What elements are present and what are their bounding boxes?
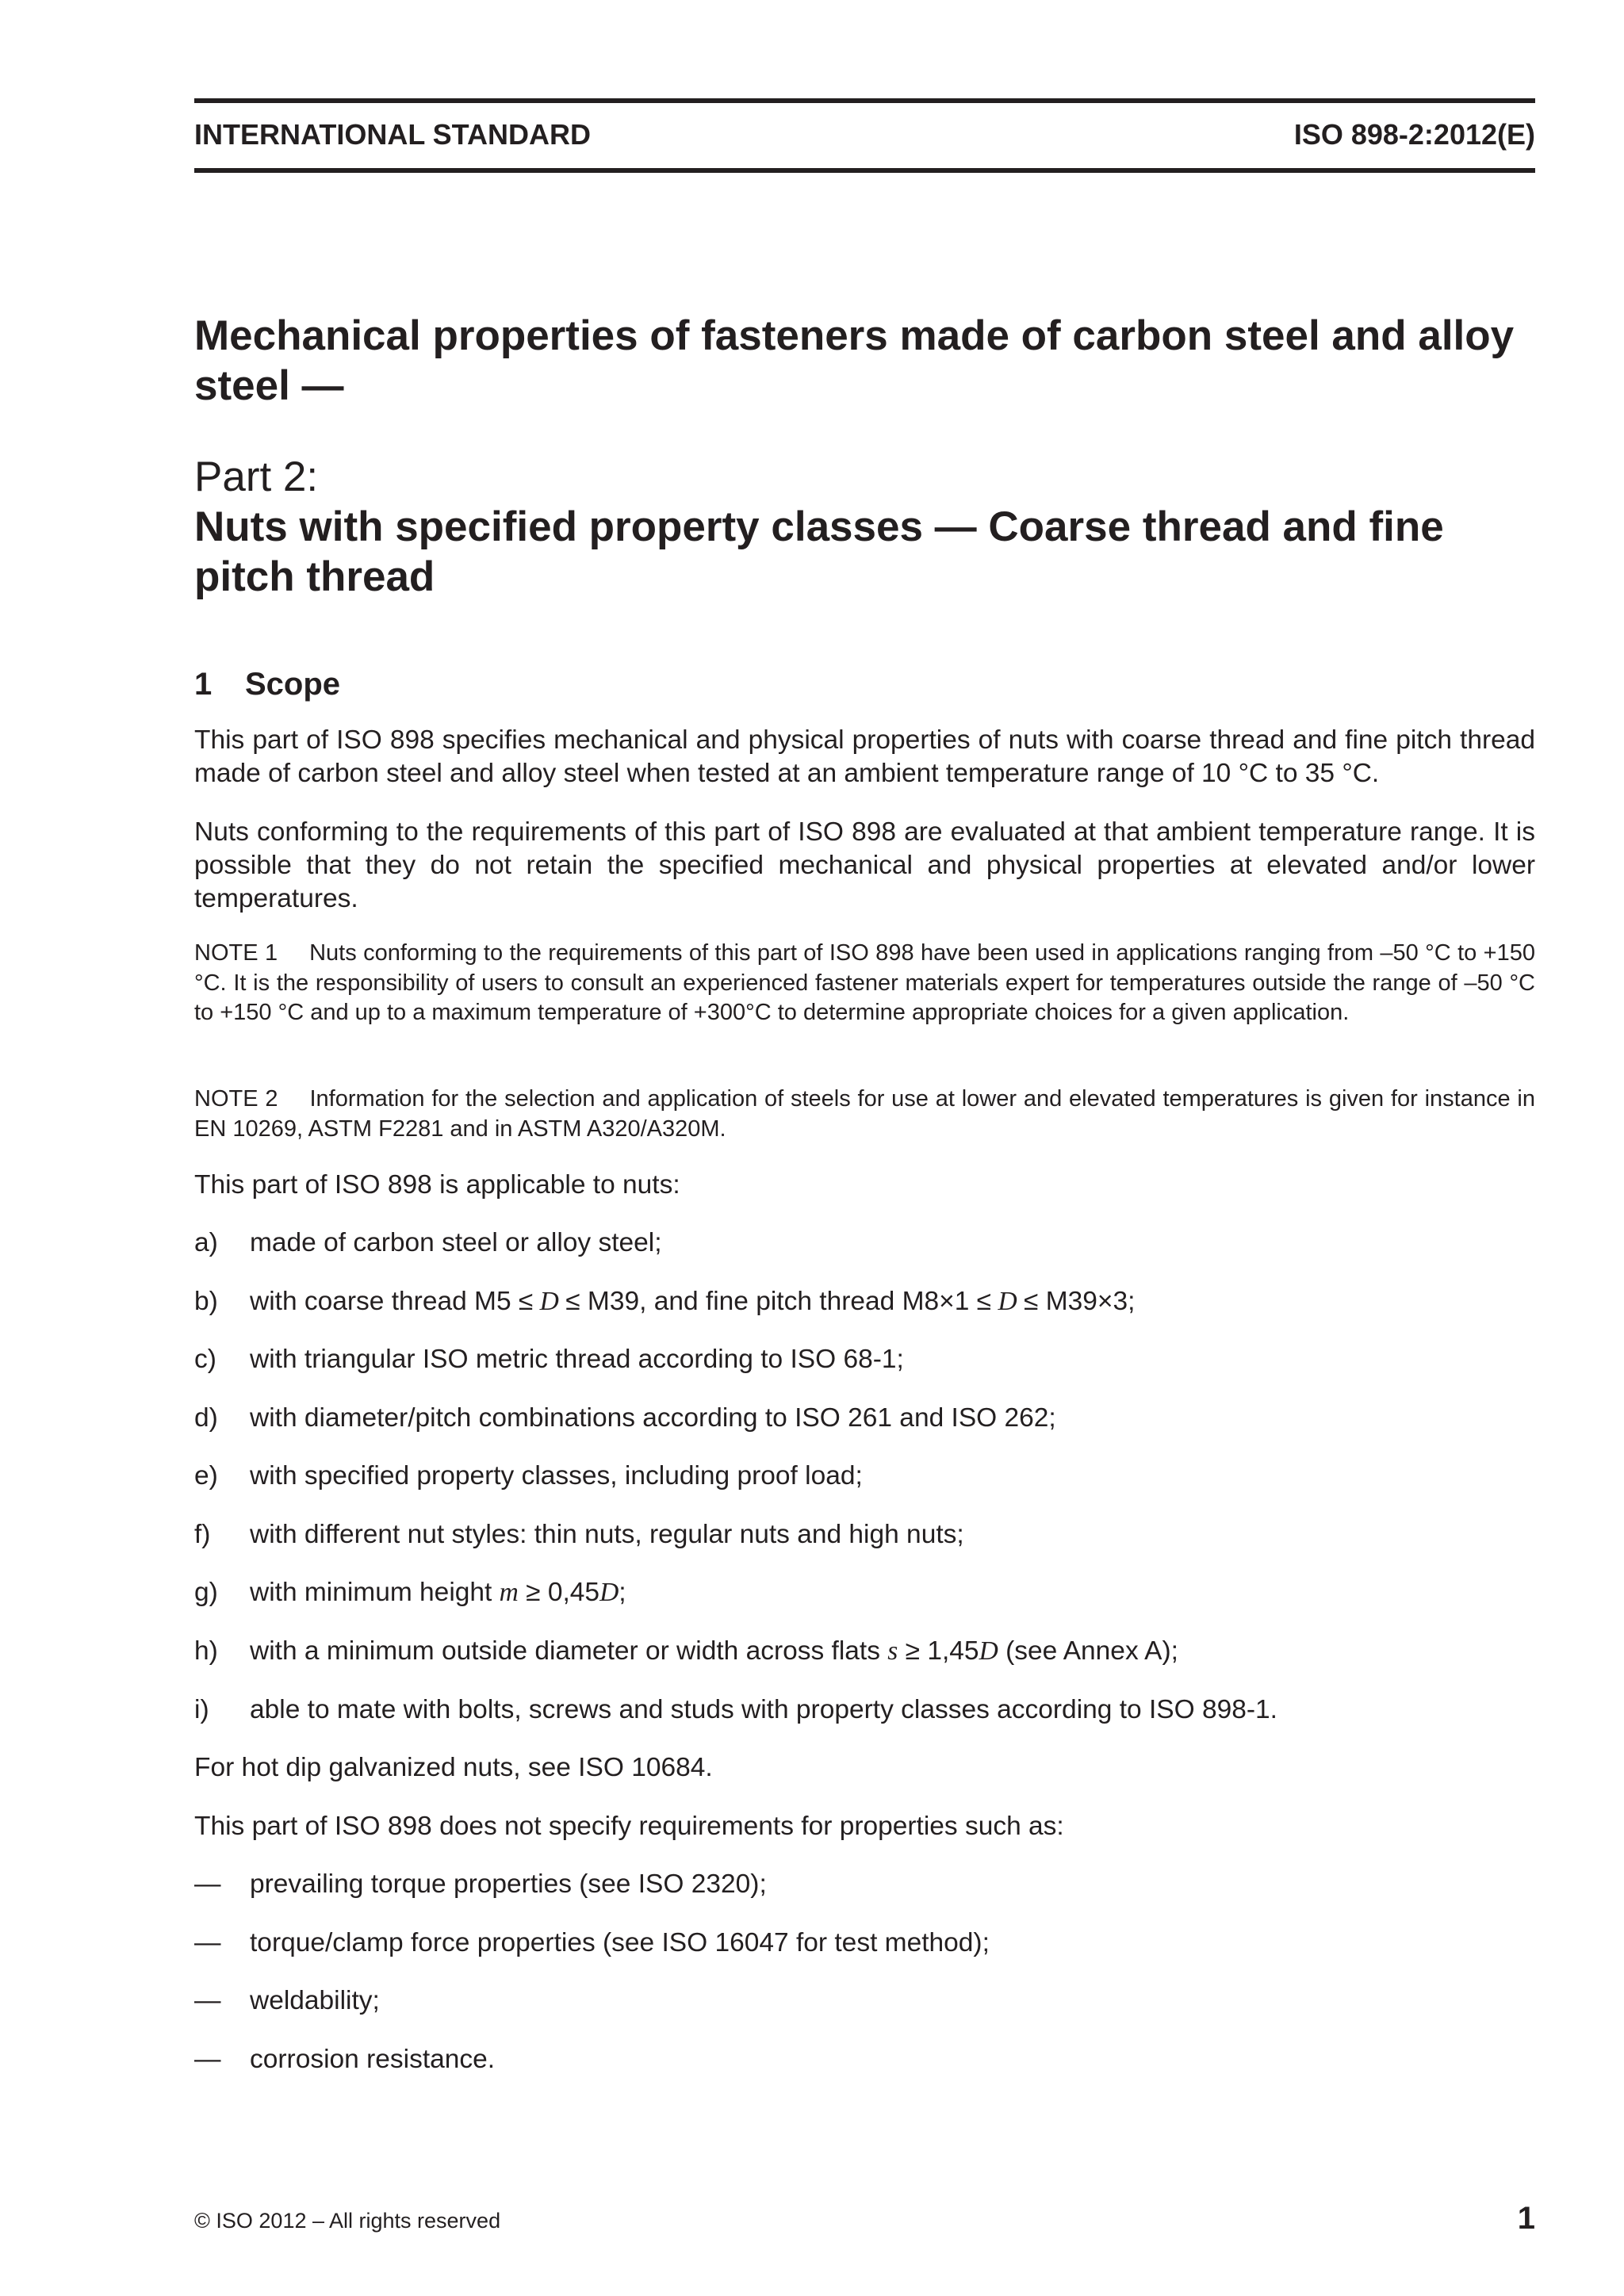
- part-title: Nuts with specified property classes — Coarse thread and fine pitch thread: [194, 503, 1444, 600]
- variable-s: s: [887, 1636, 898, 1666]
- list-item-text: 1,45: [927, 1636, 979, 1666]
- paragraph-applicable: This part of ISO 898 is applicable to nuts:: [194, 1170, 680, 1200]
- note-2-label: NOTE 2: [194, 1086, 278, 1112]
- dash-item-text: weldability;: [250, 1986, 380, 2015]
- variable-d: D: [599, 1578, 619, 1607]
- variable-m: m: [499, 1578, 519, 1607]
- variable-d: D: [991, 1287, 1025, 1316]
- symbol-le: ≤: [1024, 1287, 1039, 1316]
- list-item-f: [194, 1518, 1535, 1552]
- list-item-text: with coarse thread M5: [250, 1287, 519, 1316]
- list-item-text: ;: [619, 1578, 626, 1607]
- list-marker: f): [194, 1520, 211, 1549]
- note-2: [194, 1085, 1535, 1144]
- list-marker: g): [194, 1578, 218, 1607]
- note-1-label: NOTE 1: [194, 940, 278, 966]
- symbol-times: ×: [1097, 1287, 1113, 1316]
- list-item-h: [194, 1635, 1535, 1668]
- list-marker: a): [194, 1228, 218, 1257]
- list-item-text: M39, and fine pitch thread M8: [580, 1287, 940, 1316]
- list-item-text: 1: [954, 1287, 977, 1316]
- document-title: Mechanical properties of fasteners made of carbon steel and alloy steel —: [194, 312, 1515, 409]
- section-title: Scope: [245, 667, 341, 702]
- list-marker: e): [194, 1461, 218, 1490]
- dash-marker: —: [194, 1869, 221, 1899]
- paragraph-scope-2: Nuts conforming to the requirements of this part of ISO 898 are evaluated at that ambient temperature range. It is possible that they do not retain the specified mechanical and physical properties at elevated and/or lower temperatures.: [194, 817, 1535, 913]
- symbol-times: ×: [939, 1287, 955, 1316]
- dash-item: [194, 2043, 1535, 2076]
- list-marker: c): [194, 1345, 216, 1374]
- dash-item-text: corrosion resistance.: [250, 2045, 496, 2074]
- dash-item: [194, 1927, 1535, 1960]
- variable-d: D: [979, 1636, 998, 1666]
- list-marker: d): [194, 1403, 218, 1433]
- document-id: ISO 898-2:2012(E): [1293, 118, 1535, 151]
- list-item-e: [194, 1460, 1535, 1493]
- list-item-text: with different nut styles: thin nuts, regular nuts and high nuts;: [250, 1520, 964, 1549]
- part-label: Part 2:: [194, 453, 319, 500]
- dash-marker: —: [194, 2045, 221, 2074]
- list-item-g: [194, 1576, 1535, 1609]
- copyright-notice: © ISO 2012 – All rights reserved: [194, 2209, 501, 2233]
- dash-item-text: torque/clamp force properties (see ISO 16047 for test method);: [250, 1928, 990, 1957]
- symbol-ge: ≥: [518, 1578, 548, 1607]
- note-1-text: Nuts conforming to the requirements of this part of ISO 898 have been used in applications ranging from –50 °C to +150 °C. It is the responsibility of users to consult an experienced fastener materials expert for temperatures outside the range of –50 °C to +150 °C and up to a maximum temperature of +300°C to determine appropriate choices for a given application.: [194, 940, 1535, 1025]
- document-type: INTERNATIONAL STANDARD: [194, 118, 591, 151]
- document-page: [194, 0, 1535, 2296]
- paragraph-galvanized: For hot dip galvanized nuts, see ISO 10684.: [194, 1753, 713, 1782]
- section-heading: [194, 664, 340, 704]
- header-rule-top: [194, 98, 1535, 103]
- list-item-text: with a minimum outside diameter or width across flats: [250, 1636, 888, 1666]
- paragraph-not-specified: This part of ISO 898 does not specify requirements for properties such as:: [194, 1812, 1064, 1841]
- header-rule-bottom: [194, 168, 1535, 173]
- paragraph-scope-1: This part of ISO 898 specifies mechanical and physical properties of nuts with coarse thread and fine pitch thread made of carbon steel and alloy steel when tested at an ambient temperature range of 10 °C to 35 °C.: [194, 725, 1535, 788]
- symbol-le: ≤: [976, 1287, 992, 1316]
- dash-item: [194, 1984, 1535, 2018]
- list-marker: b): [194, 1287, 218, 1316]
- section-number: 1: [194, 667, 213, 702]
- list-item-text: with diameter/pitch combinations according to ISO 261 and ISO 262;: [250, 1403, 1056, 1433]
- list-item-text: 0,45: [547, 1578, 600, 1607]
- dash-item-text: prevailing torque properties (see ISO 2320);: [250, 1869, 767, 1899]
- list-marker: i): [194, 1695, 209, 1724]
- symbol-le: ≤: [518, 1287, 534, 1316]
- list-item-d: [194, 1402, 1535, 1435]
- page-number: 1: [1517, 2201, 1535, 2236]
- list-item-text: with minimum height: [250, 1578, 500, 1607]
- note-2-text: Information for the selection and application of steels for use at lower and elevated temperatures is given for instance in EN 10269, ASTM F2281 and in ASTM A320/A320M.: [194, 1086, 1535, 1142]
- dash-marker: —: [194, 1986, 221, 2015]
- list-item-c: [194, 1343, 1535, 1376]
- list-item-text: with specified property classes, including proof load;: [250, 1461, 863, 1490]
- dash-item: [194, 1868, 1535, 1901]
- note-1: [194, 939, 1535, 1028]
- symbol-ge: ≥: [898, 1636, 928, 1666]
- list-item-text: with triangular ISO metric thread according to ISO 68-1;: [250, 1345, 904, 1374]
- list-marker: h): [194, 1636, 218, 1666]
- list-item-text: (see Annex A);: [998, 1636, 1178, 1666]
- list-item-text: 3;: [1113, 1287, 1136, 1316]
- symbol-le: ≤: [565, 1287, 580, 1316]
- list-item-text: able to mate with bolts, screws and studs with property classes according to ISO 898-1.: [250, 1695, 1277, 1724]
- variable-d: D: [533, 1287, 566, 1316]
- list-item-text: M39: [1038, 1287, 1097, 1316]
- list-item-b: [194, 1285, 1535, 1318]
- list-item-text: made of carbon steel or alloy steel;: [250, 1228, 662, 1257]
- list-item-i: [194, 1693, 1535, 1727]
- list-item-a: [194, 1226, 1535, 1260]
- dash-marker: —: [194, 1928, 221, 1957]
